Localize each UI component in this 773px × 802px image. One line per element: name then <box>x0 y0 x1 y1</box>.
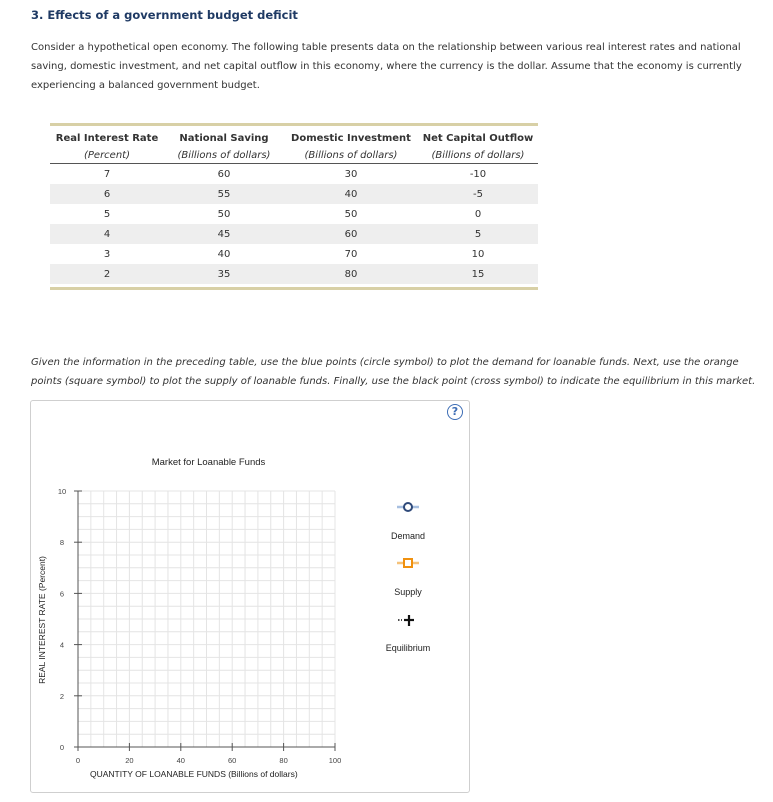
circle-icon <box>404 503 412 511</box>
y-tick-label: 0 <box>59 743 65 752</box>
table-cell: 6 <box>50 184 164 204</box>
table-cell: 30 <box>344 168 358 180</box>
col-subheader-investment: (Billions of dollars) <box>284 147 418 164</box>
x-tick-label: 60 <box>228 756 237 765</box>
col-header-investment: Domestic Investment <box>291 133 411 144</box>
square-icon <box>404 559 412 567</box>
col-subheader-rate: (Percent) <box>83 149 130 161</box>
table-cell: 7 <box>103 168 111 180</box>
table-cell: 60 <box>217 168 231 180</box>
chart-grid <box>78 491 335 747</box>
col-header-rate: Real Interest Rate <box>55 133 159 144</box>
table-cell: 5 <box>418 224 538 244</box>
x-tick-label: 80 <box>279 756 288 765</box>
table-cell: -5 <box>418 184 538 204</box>
table-cell: 5 <box>103 208 111 220</box>
legend-supply-label: Supply <box>394 587 422 597</box>
table-cell: 3 <box>103 248 111 260</box>
col-header-saving: National Saving <box>179 133 269 144</box>
y-axis-label: REAL INTEREST RATE (Percent) <box>37 556 47 684</box>
legend-demand-tool[interactable] <box>397 503 419 511</box>
x-tick-label: 100 <box>328 756 342 765</box>
table-cell: 55 <box>164 184 284 204</box>
instructions: Given the information in the preceding table, use the blue points (circle symbol) to plot the demand for loanable funds. Next, use the orange points (square symbol) to plot the supply of loanable funds. Finally, use the black point (cross symbol) to indicate the equilibrium in this market. <box>31 357 756 387</box>
table-cell: -10 <box>469 168 487 180</box>
table-cell: 4 <box>50 224 164 244</box>
table-cell: 0 <box>474 208 482 220</box>
table-cell: 15 <box>418 264 538 284</box>
chart-ticks <box>58 487 341 765</box>
table-cell: 10 <box>471 248 485 260</box>
legend-demand-label: Demand <box>390 531 426 541</box>
table-cell: 50 <box>217 208 231 220</box>
legend-equilibrium-tool[interactable] <box>398 615 414 626</box>
intro-paragraph: Consider a hypothetical open economy. The following table presents data on the relationship between various real interest rates and national saving, domestic investment, and net capital outflow in this economy, where the currency is the dollar. Assume that the economy is currently experiencing a balanced government budget. <box>31 42 742 91</box>
help-icon[interactable]: ? <box>447 404 463 420</box>
table-cell: 35 <box>164 264 284 284</box>
y-tick-label: 8 <box>59 538 65 548</box>
table-cell: 40 <box>284 184 418 204</box>
table-cell: 80 <box>284 264 418 284</box>
x-tick-label: 40 <box>176 756 185 765</box>
table-cell: 60 <box>284 224 418 244</box>
table-cell: 50 <box>344 208 358 220</box>
chart-title: Market for Loanable Funds <box>151 457 266 468</box>
legend-supply-tool[interactable] <box>397 559 419 567</box>
x-tick-label: 0 <box>75 756 81 765</box>
page-title: 3. Effects of a government budget deficit <box>31 8 298 22</box>
y-tick-label: 10 <box>57 487 67 496</box>
col-subheader-saving: (Billions of dollars) <box>164 147 284 164</box>
table-cell: 45 <box>164 224 284 244</box>
x-axis-label: QUANTITY OF LOANABLE FUNDS (Billions of dollars) <box>90 769 298 779</box>
y-tick-label: 6 <box>59 589 65 599</box>
table-cell: 2 <box>50 264 164 284</box>
col-header-nco: Net Capital Outflow <box>422 133 534 144</box>
col-subheader-nco: (Billions of dollars) <box>418 147 538 164</box>
x-tick-label: 20 <box>125 756 134 765</box>
table-cell: 40 <box>217 248 231 260</box>
y-tick-label: 4 <box>59 640 65 650</box>
legend-equilibrium-label: Equilibrium <box>385 643 431 653</box>
table-cell: 70 <box>344 248 358 260</box>
y-tick-label: 2 <box>59 691 65 701</box>
